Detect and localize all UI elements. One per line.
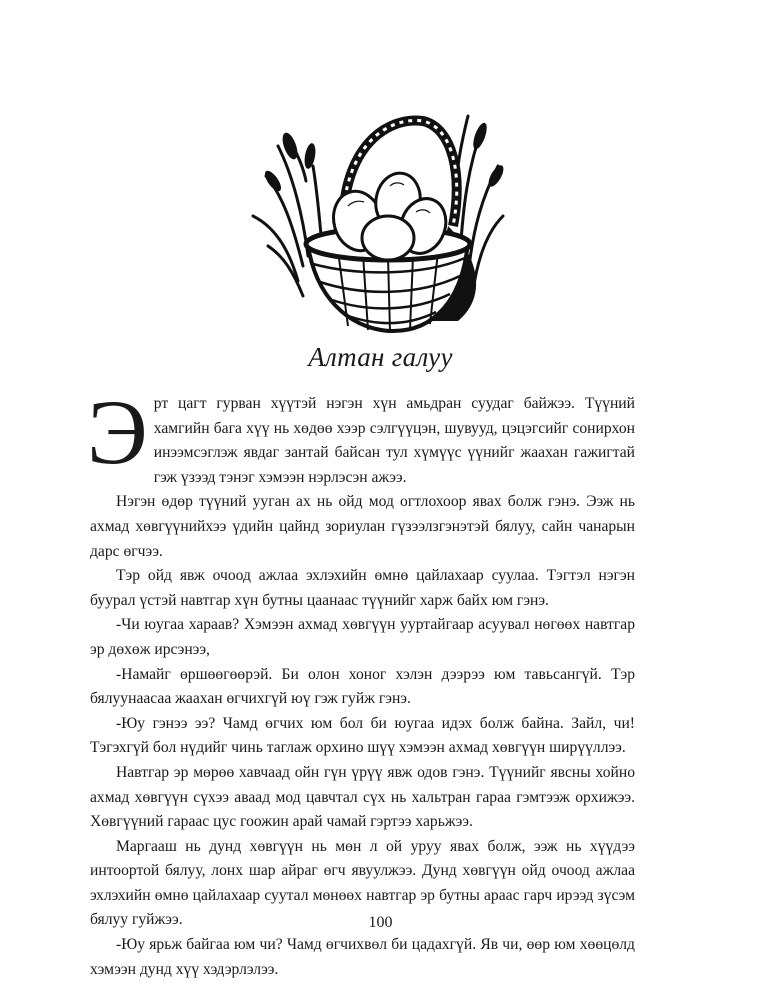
first-paragraph-text: рт цагт гурван хүүтэй нэгэн хүн амьдран суудаг байжээ. Түүний хамгийн бага хүү нь хөдөө хээр сэлгүүцэн, шувууд, цэцэгсийг сонирхон инээмсэглэж явдаг зантай байсан тул хүмүүс үүнийг жаахан гажигтай гэж үзээд тэнэг хэмээн нэрлэсэн ажээ. — [153, 395, 635, 486]
paragraph: Навтгар эр мөрөө хавчаад ойн гүн үрүү явж одов гэнэ. Түүнийг явсны хойно ахмад хөвгүүн сүхээ аваад мод цавчтал сүх нь хальтран гараа гэмтээж орхижээ. Хөвгүүний гараас цус гоожин арай чамай гэртээ харьжээ. — [90, 763, 635, 831]
paragraph: -Намайг өршөөгөөрэй. Би олон хоног хэлэн дээрээ юм тавьсангүй. Тэр бялуунаасаа жаахан өгчихгүй юү гэж гуйж гэнэ. — [90, 665, 635, 708]
paragraph: -Юу гэнээ ээ? Чамд өгчих юм бол би юугаа идэх болж байна. Зайл, чи! Тэгэхгүй бол нүдийг чинь таглаж орхино шүү хэмээн ахмад хөвгүүн ширүүллээ. — [90, 714, 635, 757]
egg-basket-icon — [248, 106, 508, 341]
story-title: Алтан галуу — [308, 342, 453, 372]
paragraph: Тэр ойд явж очоод ажлаа эхлэхийн өмнө цайлахаар суулаа. Тэгтэл нэгэн буурал үстэй навтгар хүн бутны цаанаас түүнийг харж байх юм гэнэ. — [90, 567, 635, 609]
paragraph: -Юу ярьж байгаа юм чи? Чамд өгчихвөл би цадахгүй. Яв чи, өөр юм хөөцөлд хэмээн дунд хүү хэдэрлэлээ. — [90, 936, 635, 978]
drop-cap: Э — [87, 381, 148, 483]
paragraph: Маргааш нь дунд хөвгүүн нь мөн л ой уруу явах болж, ээж нь хүүдээ интоортой бялуу, лонх шар айраг өгч явуулжээ. Дунд хөвгүүн ойд очоод ажлаа эхлэхийн өмнө цайлахаар суутал мөнөөх навтгар эр бутны араас гарч ирээд зүсэм бялуу гуйжээ. — [90, 837, 635, 929]
story-body — [87, 381, 635, 982]
page-number: 100 — [368, 914, 393, 931]
paragraph: -Чи юугаа хараав? Хэмээн ахмад хөвгүүн ууртайгаар асуувал нөгөөх навтгар эр дөхөж ирсэнээ, — [90, 616, 635, 658]
first-paragraph — [87, 381, 635, 490]
paragraph: Нэгэн өдөр түүний ууган ах нь ойд мод огтлохоор явах болж гэнэ. Ээж нь ахмад хөвгүүнийхээ үдийн цайнд зориулан гүзээлзгэнэтэй бялуу, сайн чанарын дарс өгчээ. — [90, 493, 635, 560]
